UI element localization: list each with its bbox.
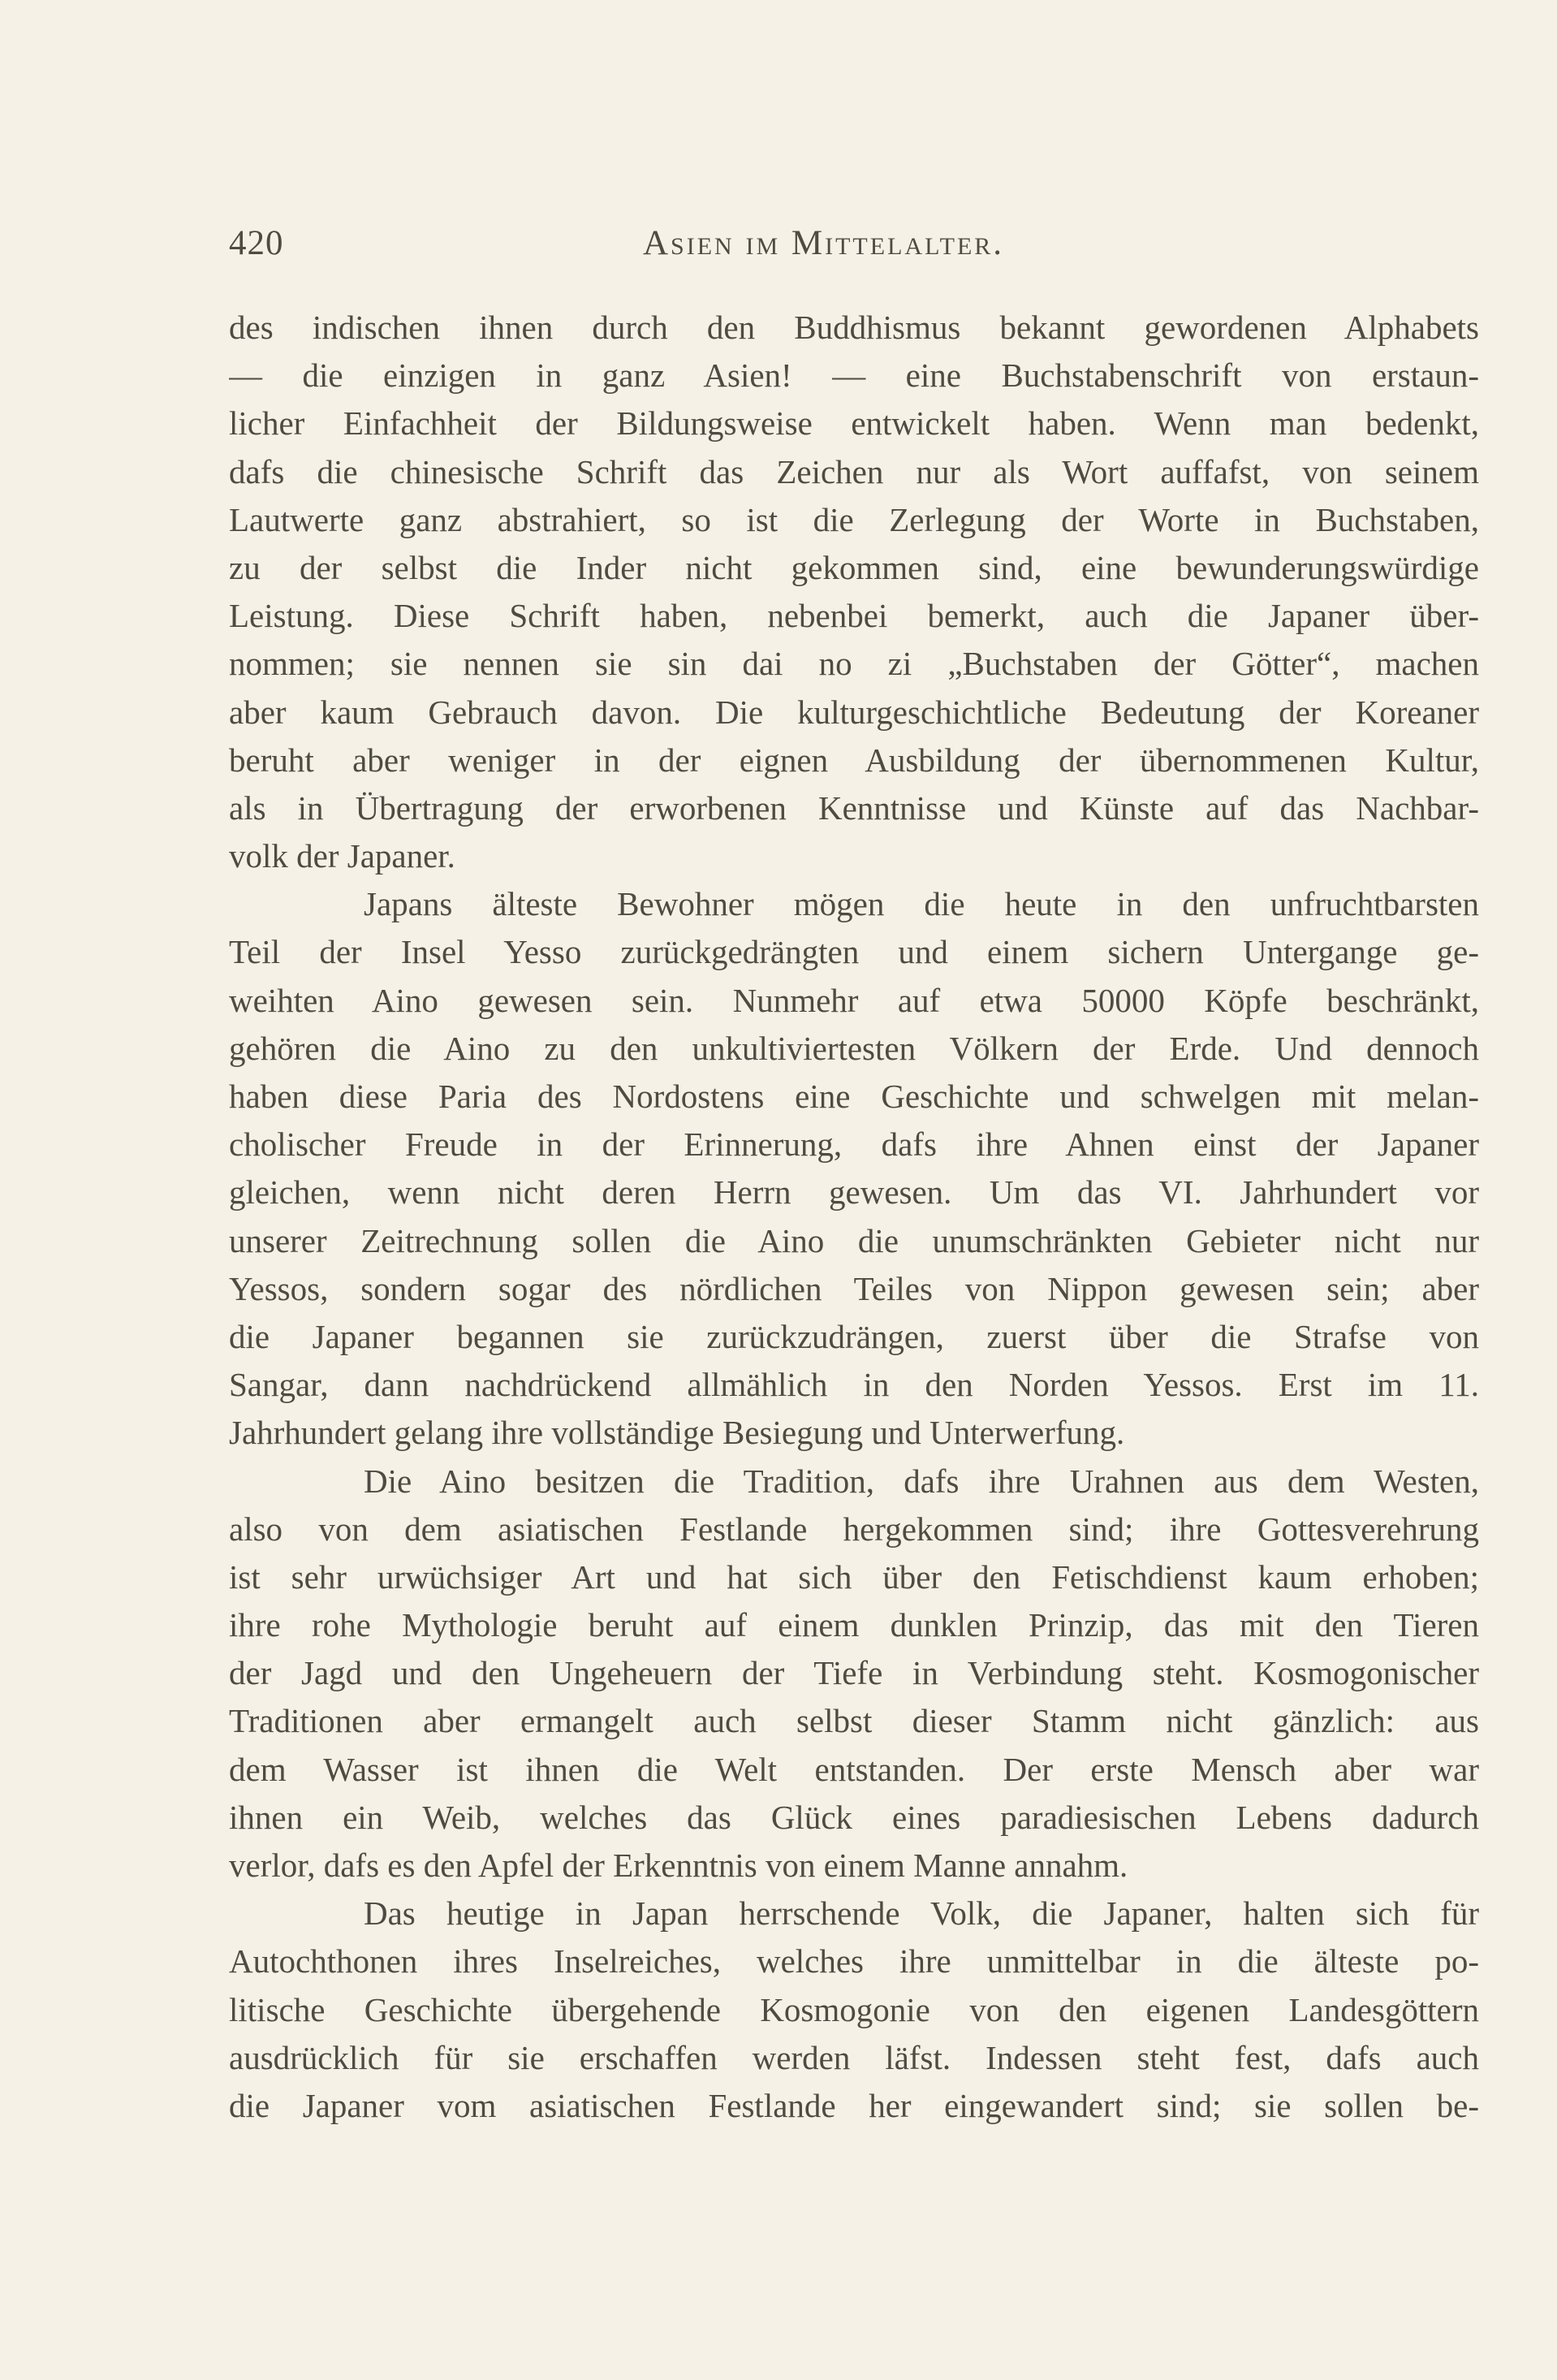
body-text (229, 304, 1479, 2130)
text-line: Lautwerte ganz abstrahiert, so ist die Zerlegung der Worte in Buchstaben, (229, 500, 1479, 538)
text-line: Jahrhundert gelang ihre vollständige Besiegung und Unterwerfung. (229, 1414, 1125, 1452)
text-line: cholischer Freude in der Erinnerung, dafs ihre Ahnen einst der Japaner (229, 1125, 1479, 1164)
text-line: ihre rohe Mythologie beruht auf einem dunklen Prinzip, das mit den Tieren (229, 1606, 1479, 1644)
text-line: Teil der Insel Yesso zurückgedrängten und einem sichern Untergange ge- (229, 933, 1479, 971)
text-line: nommen; sie nennen sie sin dai no zi „Buchstaben der Götter“, machen (229, 645, 1479, 683)
text-line: des indischen ihnen durch den Buddhismus bekannt gewordenen Alphabets (229, 309, 1479, 346)
text-line: Autochthonen ihres Inselreiches, welches ihre unmittelbar in die älteste po- (229, 1942, 1479, 1980)
text-line: Die Aino besitzen die Tradition, dafs ihre Urahnen aus dem Westen, (364, 1462, 1479, 1500)
text-line: Japans älteste Bewohner mögen die heute in den unfruchtbarsten (364, 885, 1479, 923)
text-line: Sangar, dann nachdrückend allmählich in den Norden Yessos. Erst im 11. (229, 1366, 1479, 1404)
text-line: dafs die chinesische Schrift das Zeichen nur als Wort auffafst, von seinem (229, 452, 1479, 490)
text-line: ist sehr urwüchsiger Art und hat sich über den Fetischdienst kaum erhoben; (229, 1557, 1479, 1596)
page-header (229, 223, 1479, 272)
text-line: ihnen ein Weib, welches das Glück eines paradiesischen Lebens dadurch (229, 1798, 1479, 1836)
text-line: verlor, dafs es den Apfel der Erkenntnis von einem Manne annahm. (229, 1847, 1128, 1884)
text-line: litische Geschichte übergehende Kosmogonie von den eigenen Landesgöttern (229, 1990, 1479, 2028)
text-line: gehören die Aino zu den unkultiviertesten Völkern der Erde. Und dennoch (229, 1029, 1479, 1067)
text-line: zu der selbst die Inder nicht gekommen sind, eine bewunderungswürdige (229, 548, 1479, 586)
text-line: ausdrücklich für sie erschaffen werden läfst. Indessen steht fest, dafs auch (229, 2038, 1479, 2076)
text-line: gleichen, wenn nicht deren Herrn gewesen. Um das VI. Jahrhundert vor (229, 1173, 1479, 1212)
text-line: volk der Japaner. (229, 837, 455, 875)
text-line: Traditionen aber ermangelt auch selbst dieser Stamm nicht gänzlich: aus (229, 1702, 1479, 1740)
text-line: Das heutige in Japan herrschende Volk, die Japaner, halten sich für (364, 1894, 1479, 1933)
text-line: beruht aber weniger in der eignen Ausbildung der übernommenen Kultur, (229, 741, 1479, 779)
text-line: licher Einfachheit der Bildungsweise entwickelt haben. Wenn man bedenkt, (229, 404, 1479, 443)
text-line: die Japaner begannen sie zurückzudrängen, zuerst über die Strafse von (229, 1317, 1479, 1355)
text-line: als in Übertragung der erworbenen Kenntnisse und Künste auf das Nachbar- (229, 788, 1479, 827)
text-line: aber kaum Gebrauch davon. Die kulturgeschichtliche Bedeutung der Koreaner (229, 693, 1479, 731)
text-line: unserer Zeitrechnung sollen die Aino die unumschränkten Gebieter nicht nur (229, 1221, 1479, 1259)
text-line: also von dem asiatischen Festlande hergekommen sind; ihre Gottesverehrung (229, 1510, 1479, 1548)
text-line: — die einzigen in ganz Asien! — eine Buchstabenschrift von erstaun- (229, 356, 1479, 395)
running-title: Asien im Mittelalter. (643, 224, 1005, 262)
text-line: Leistung. Diese Schrift haben, nebenbei bemerkt, auch die Japaner über- (229, 597, 1479, 635)
page-number: 420 (229, 224, 284, 262)
text-line: weihten Aino gewesen sein. Nunmehr auf etwa 50000 Köpfe beschränkt, (229, 981, 1479, 1019)
text-line: haben diese Paria des Nordostens eine Geschichte und schwelgen mit melan- (229, 1078, 1479, 1115)
text-line: Yessos, sondern sogar des nördlichen Teiles von Nippon gewesen sein; aber (229, 1269, 1479, 1307)
text-line: dem Wasser ist ihnen die Welt entstanden. Der erste Mensch aber war (229, 1750, 1479, 1788)
text-line: die Japaner vom asiatischen Festlande her eingewandert sind; sie sollen be- (229, 2086, 1479, 2124)
text-line: der Jagd und den Ungeheuern der Tiefe in Verbindung steht. Kosmogonischer (229, 1654, 1479, 1692)
